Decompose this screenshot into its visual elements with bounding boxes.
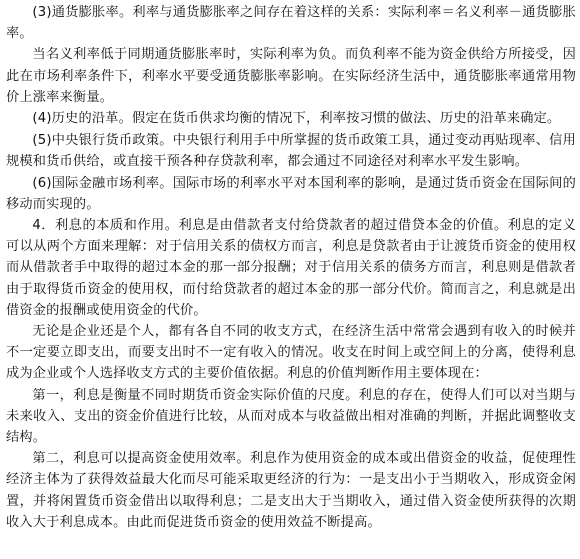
paragraph-central-bank-policy: (5)中央银行货币政策。中央银行利用手中所掌握的货币政策工具，通过变动再贴现率、信用规模和货币供给，或直接干预各种存贷款利率，都会通过不同途径对利率水平发生影响。 <box>6 133 576 170</box>
paragraph-interest-nature: 4．利息的本质和作用。利息是由借款者支付给贷款者的超过借贷本金的价值。利息的定义可以从两个方面来理解：对于信用关系的债权方而言，利息是贷款者由于让渡货币资金的使用权而从借款者手中取得的超过本金的那一部分报酬；对于信用关系的债务方而言，利息则是借款者由于取得货币资金的使用权，而付给贷款者的超过本金的那一部分代价。简而言之，利息就是出借资金的报酬或使用资金的代价。 <box>6 218 576 318</box>
paragraph-international-rates: (6)国际金融市场利率。国际市场的利率水平对本国利率的影响，是通过货币资金在国际间的移动而实现的。 <box>6 175 576 212</box>
paragraph-negative-real-rate: 当名义利率低于同期通货膨胀率时，实际利率为负。而负利率不能为资金供给方所接受，因此在市场利率条件下，利率水平要受通货膨胀率影响。在实际经济生活中，通货膨胀率通常用物价上涨率来衡量。 <box>6 47 576 105</box>
paragraph-first-function: 第一，利息是衡量不同时期货币资金实际价值的尺度。利息的存在，使得人们可以对当期与未来收入、支出的资金价值进行比较，从而对成本与收益做出相对准确的判断，并据此调整收支结构。 <box>6 387 576 446</box>
document-page <box>6 2 576 557</box>
paragraph-value-judgement: 无论是企业还是个人，都有各自不同的收支方式，在经济生活中常常会遇到有收入的时候并不一定要立即支出，而要支出时不一定有收入的情况。收支在时间上或空间上的分离，使得利息成为企业或个人选择收支方式的主要价值依据。利息的价值判断作用主要体现在： <box>6 324 576 382</box>
paragraph-second-function: 第二，利息可以提高资金使用效率。利息作为使用资金的成本或出借资金的收益，促使理性经济主体为了获得效益最大化而尽可能采取更经济的行为：一是支出小于当期收入，形成资金闲置，并将闲置货币资金借出以取得利息；二是支出大于当期收入，通过借入资金使所获得的次期收入大于利息成本。由此而促进货币资金的使用效益不断提高。 <box>6 451 576 530</box>
paragraph-historical-evolution: (4)历史的沿革。假定在货币供求均衡的情况下，利率按习惯的做法、历史的沿革来确定。 <box>32 111 561 127</box>
paragraph-inflation-rate: (3)通货膨胀率。利率与通货膨胀率之间存在着这样的关系：实际利率＝名义利率－通货膨胀率。 <box>6 5 576 42</box>
